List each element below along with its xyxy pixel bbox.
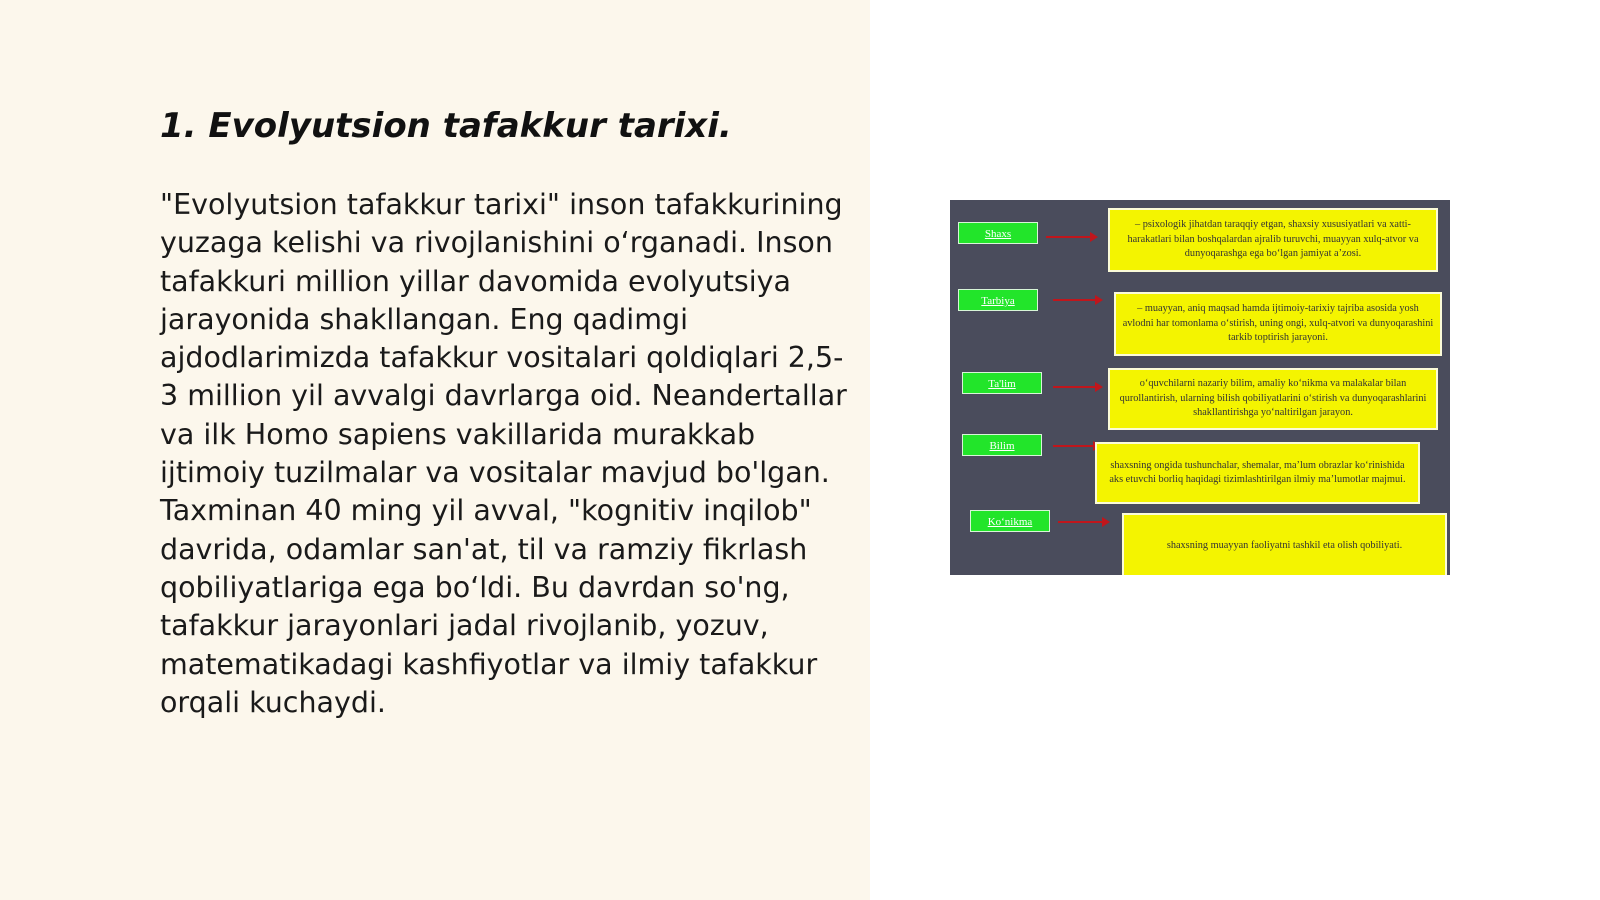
arrow-icon — [1058, 521, 1108, 523]
concept-diagram — [950, 200, 1450, 575]
arrow-icon — [1046, 236, 1096, 238]
definition-box: – muayyan, aniq maqsad hamda ijtimoiy-tarixiy tajriba asosida yosh avlodni har tomonlama o‘stirish, uning ongi, xulq-atvori va dunyoqarashini tarkib toptirish jarayoni. — [1114, 292, 1442, 356]
arrow-icon — [1053, 299, 1101, 301]
arrow-icon — [1053, 386, 1101, 388]
term-label: Shaxs — [958, 222, 1038, 244]
slide-body-text: "Evolyutsion tafakkur tarixi" inson tafakkurining yuzaga kelishi va rivojlanishini o‘rganadi. Inson tafakkuri million yillar davomida evolyutsiya jarayonida shakllangan. Eng qadimgi ajdodlarimizda tafakkur vositalari qoldiqlari 2,5-3 million yil avvalgi davrlarga oid. Neandertallar va ilk Homo sapiens vakillarida murakkab ijtimoiy tuzilmalar va vositalar mavjud bo'lgan. Taxminan 40 ming yil avval, "kognitiv inqilob" davrida, odamlar san'at, til va ramziy fikrlash qobiliyatlariga ega bo‘ldi. Bu davrdan so'ng, tafakkur jarayonlari jadal rivojlanib, yozuv, matematikadagi kashfiyotlar va ilmiy tafakkur orqali kuchaydi. — [160, 188, 847, 719]
definition-box: o‘quvchilarni nazariy bilim, amaliy ko‘nikma va malakalar bilan qurollantirish, ularning bilish qobiliyatlarini o‘stirish va dunyoqarashlarini shakllantirishga yo‘naltirilgan jarayon. — [1108, 368, 1438, 430]
definition-box: shaxsning muayyan faoliyatni tashkil eta olish qobiliyati. — [1122, 513, 1447, 575]
term-label: Bilim — [962, 434, 1042, 456]
term-label: Ko‘nikma — [970, 510, 1050, 532]
arrow-icon — [1053, 445, 1099, 447]
slide-title: 1. Evolyutsion tafakkur tarixi. — [160, 106, 732, 146]
term-label: Tarbiya — [958, 289, 1038, 311]
definition-box: shaxsning ongida tushunchalar, shemalar, ma’lum obrazlar ko‘rinishida aks etuvchi borliq haqidagi tizimlashtirilgan ilmiy ma’lumotlar majmui. — [1095, 442, 1420, 504]
definition-box: – psixologik jihatdan taraqqiy etgan, shaxsiy xususiyatlari va xatti-harakatlari bilan boshqalardan ajralib turuvchi, muayyan xulq-atvor va dunyoqarashga ega bo‘lgan jamiyat a’zosi. — [1108, 208, 1438, 272]
term-label: Ta'lim — [962, 372, 1042, 394]
